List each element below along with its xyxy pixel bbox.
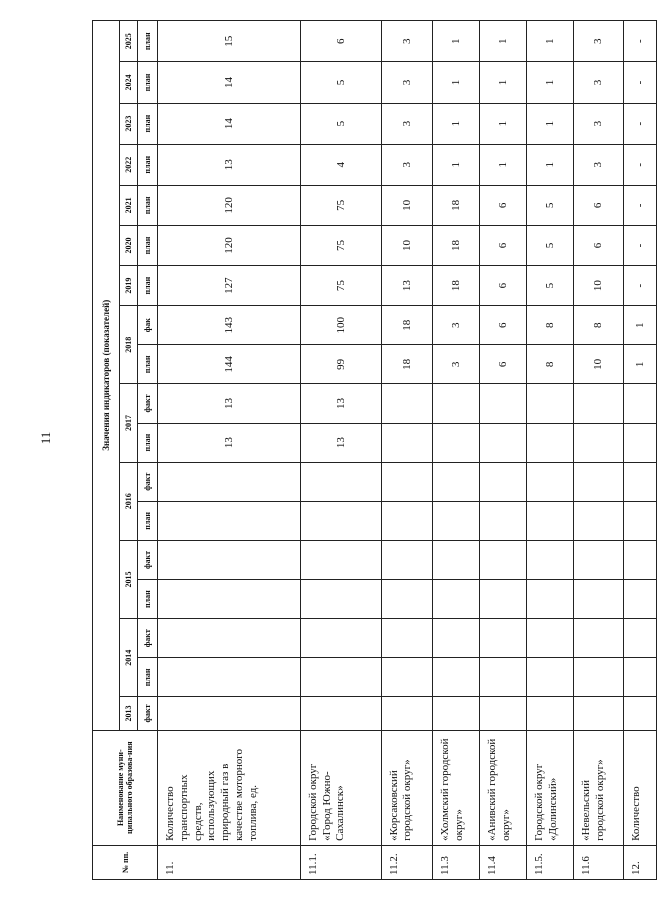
value-cell: 6 — [300, 21, 381, 62]
year-header: 2018 — [120, 306, 138, 384]
value-cell — [433, 384, 480, 423]
value-cell: - — [623, 103, 656, 144]
row-name: «Корсаковский городской округ» — [381, 730, 433, 845]
value-cell: 13 — [158, 423, 301, 462]
value-cell: 75 — [300, 185, 381, 225]
value-cell: 3 — [381, 21, 433, 62]
value-cell — [527, 658, 574, 697]
value-cell — [573, 384, 623, 423]
value-cell — [300, 658, 381, 697]
value-cell: 10 — [381, 185, 433, 225]
value-cell: 6 — [573, 225, 623, 265]
value-cell: 10 — [573, 266, 623, 306]
year-header: 2019 — [120, 266, 138, 306]
value-cell — [158, 462, 301, 501]
value-cell: 1 — [623, 306, 656, 345]
table-body — [158, 21, 657, 880]
value-cell: 13 — [158, 144, 301, 185]
value-cell — [623, 540, 656, 579]
value-cell — [381, 462, 433, 501]
value-cell: - — [623, 225, 656, 265]
sub-header: план — [138, 225, 158, 265]
value-cell — [623, 501, 656, 540]
sub-header: план — [138, 658, 158, 697]
value-cell — [623, 658, 656, 697]
value-cell: 120 — [158, 225, 301, 265]
value-cell — [573, 423, 623, 462]
table-row — [527, 21, 574, 880]
value-cell: 1 — [480, 21, 527, 62]
value-cell — [527, 501, 574, 540]
sub-header: план — [138, 21, 158, 62]
value-cell — [381, 501, 433, 540]
value-cell: 3 — [381, 103, 433, 144]
value-cell: 18 — [433, 266, 480, 306]
value-cell — [381, 658, 433, 697]
value-cell: 8 — [527, 306, 574, 345]
sub-header: фак — [138, 306, 158, 345]
value-cell — [381, 384, 433, 423]
value-cell — [623, 384, 656, 423]
sub-header: факт — [138, 462, 158, 501]
value-cell — [573, 580, 623, 619]
value-cell — [480, 540, 527, 579]
sub-header: факт — [138, 540, 158, 579]
value-cell: 100 — [300, 306, 381, 345]
value-cell: 3 — [573, 21, 623, 62]
value-cell — [623, 697, 656, 730]
value-cell — [433, 580, 480, 619]
value-cell: 18 — [381, 306, 433, 345]
column-header-number: № пп. — [93, 845, 158, 879]
value-cell: 1 — [527, 62, 574, 103]
value-cell: 1 — [527, 21, 574, 62]
value-cell — [480, 423, 527, 462]
value-cell — [623, 423, 656, 462]
value-cell — [573, 501, 623, 540]
value-cell — [480, 580, 527, 619]
value-cell — [300, 462, 381, 501]
value-cell — [300, 619, 381, 658]
year-header: 2024 — [120, 62, 138, 103]
value-cell — [623, 619, 656, 658]
value-cell: 18 — [433, 225, 480, 265]
year-header: 2025 — [120, 21, 138, 62]
year-header: 2014 — [120, 619, 138, 697]
value-cell: 1 — [480, 103, 527, 144]
row-name: «Анивский городской округ» — [480, 730, 527, 845]
value-cell — [480, 462, 527, 501]
value-cell — [480, 697, 527, 730]
row-name: Городской округ «Город Южно-Сахалинск» — [300, 730, 381, 845]
value-cell — [381, 580, 433, 619]
year-header: 2013 — [120, 697, 138, 730]
table-row — [381, 21, 433, 880]
value-cell — [527, 462, 574, 501]
sub-header: план — [138, 501, 158, 540]
value-cell: 120 — [158, 185, 301, 225]
value-cell: 6 — [480, 306, 527, 345]
value-cell: 144 — [158, 345, 301, 384]
value-cell: 3 — [573, 144, 623, 185]
value-cell — [527, 619, 574, 658]
value-cell — [527, 384, 574, 423]
row-number: 11.6 — [573, 845, 623, 879]
row-name: Количество транспортных средств, использующих природный газ в качестве моторного топлива, ед. — [158, 730, 301, 845]
value-cell — [480, 501, 527, 540]
value-cell: 13 — [381, 266, 433, 306]
sub-header: план — [138, 266, 158, 306]
value-cell: - — [623, 21, 656, 62]
value-cell: 15 — [158, 21, 301, 62]
year-header: 2015 — [120, 540, 138, 618]
row-number: 11.5. — [527, 845, 574, 879]
year-header: 2017 — [120, 384, 138, 462]
value-cell: 4 — [300, 144, 381, 185]
value-cell — [623, 580, 656, 619]
value-cell: 13 — [300, 423, 381, 462]
value-cell: 3 — [433, 306, 480, 345]
value-cell: 6 — [480, 185, 527, 225]
column-header-name: Наименование муни-ципального образова-ния — [93, 730, 158, 845]
row-name: «Холмский городской округ» — [433, 730, 480, 845]
row-name: Городской округ «Долинский» — [527, 730, 574, 845]
value-cell: 127 — [158, 266, 301, 306]
value-cell — [381, 697, 433, 730]
row-name: Количество — [623, 730, 656, 845]
value-cell: 6 — [480, 266, 527, 306]
row-number: 11. — [158, 845, 301, 879]
table-row — [158, 21, 301, 880]
value-cell: 10 — [381, 225, 433, 265]
value-cell — [433, 501, 480, 540]
value-cell — [573, 697, 623, 730]
value-cell: 14 — [158, 62, 301, 103]
sub-header: план — [138, 103, 158, 144]
table-row — [573, 21, 623, 880]
table-row — [480, 21, 527, 880]
value-cell — [381, 540, 433, 579]
value-cell — [158, 580, 301, 619]
value-cell: 5 — [300, 103, 381, 144]
sub-header: план — [138, 423, 158, 462]
value-cell: 6 — [480, 345, 527, 384]
value-cell — [573, 658, 623, 697]
value-cell — [480, 619, 527, 658]
value-cell: 10 — [573, 345, 623, 384]
value-cell — [158, 619, 301, 658]
row-number: 11.4 — [480, 845, 527, 879]
value-cell: 99 — [300, 345, 381, 384]
table-row — [300, 21, 381, 880]
value-cell — [158, 501, 301, 540]
value-cell: - — [623, 144, 656, 185]
value-cell: - — [623, 266, 656, 306]
value-cell — [300, 697, 381, 730]
value-cell — [527, 580, 574, 619]
value-cell: 1 — [433, 62, 480, 103]
value-cell: 5 — [527, 266, 574, 306]
value-cell: 3 — [381, 144, 433, 185]
year-header: 2016 — [120, 462, 138, 540]
value-cell: 3 — [381, 62, 433, 103]
value-cell: 13 — [300, 384, 381, 423]
row-number: 12. — [623, 845, 656, 879]
value-cell — [573, 462, 623, 501]
value-cell: 8 — [527, 345, 574, 384]
values-group-header: Значения индикаторов (показателей) — [93, 21, 120, 731]
year-header: 2023 — [120, 103, 138, 144]
value-cell: 1 — [623, 345, 656, 384]
value-cell — [300, 501, 381, 540]
value-cell — [158, 658, 301, 697]
row-number: 11.1. — [300, 845, 381, 879]
indicators-table — [92, 20, 657, 880]
sub-header: факт — [138, 619, 158, 658]
value-cell — [527, 697, 574, 730]
table-row — [623, 21, 656, 880]
value-cell — [433, 423, 480, 462]
year-header: 2020 — [120, 225, 138, 265]
value-cell — [573, 619, 623, 658]
value-cell — [480, 384, 527, 423]
value-cell: 18 — [433, 185, 480, 225]
value-cell — [300, 580, 381, 619]
value-cell — [527, 423, 574, 462]
value-cell — [381, 619, 433, 658]
value-cell: 1 — [480, 144, 527, 185]
value-cell — [573, 540, 623, 579]
value-cell — [527, 540, 574, 579]
sub-header: план — [138, 185, 158, 225]
sub-header: план — [138, 144, 158, 185]
sub-header: факт — [138, 384, 158, 423]
value-cell: 1 — [433, 103, 480, 144]
value-cell — [623, 462, 656, 501]
year-header: 2021 — [120, 185, 138, 225]
value-cell — [158, 697, 301, 730]
value-cell: 1 — [527, 103, 574, 144]
row-name: «Невельский городской округ» — [573, 730, 623, 845]
sub-header: факт — [138, 697, 158, 730]
value-cell: 13 — [158, 384, 301, 423]
value-cell: 6 — [573, 185, 623, 225]
value-cell — [433, 619, 480, 658]
value-cell: 3 — [433, 345, 480, 384]
value-cell — [300, 540, 381, 579]
value-cell: 18 — [381, 345, 433, 384]
value-cell — [433, 462, 480, 501]
value-cell: - — [623, 62, 656, 103]
value-cell: 14 — [158, 103, 301, 144]
value-cell: 1 — [527, 144, 574, 185]
row-number: 11.2. — [381, 845, 433, 879]
value-cell — [433, 540, 480, 579]
value-cell — [480, 658, 527, 697]
value-cell: 3 — [573, 103, 623, 144]
value-cell: - — [623, 185, 656, 225]
value-cell: 5 — [527, 225, 574, 265]
value-cell: 75 — [300, 266, 381, 306]
sub-header: план — [138, 345, 158, 384]
page-number: 11 — [38, 431, 53, 445]
value-cell: 8 — [573, 306, 623, 345]
value-cell: 5 — [300, 62, 381, 103]
value-cell: 6 — [480, 225, 527, 265]
value-cell: 5 — [527, 185, 574, 225]
value-cell — [381, 423, 433, 462]
value-cell: 1 — [480, 62, 527, 103]
value-cell: 143 — [158, 306, 301, 345]
value-cell — [158, 540, 301, 579]
sub-header: план — [138, 580, 158, 619]
value-cell: 3 — [573, 62, 623, 103]
value-cell — [433, 658, 480, 697]
value-cell: 1 — [433, 144, 480, 185]
table-row — [433, 21, 480, 880]
value-cell: 1 — [433, 21, 480, 62]
rotated-table-wrapper — [92, 20, 657, 880]
value-cell — [433, 697, 480, 730]
sub-header: план — [138, 62, 158, 103]
year-header: 2022 — [120, 144, 138, 185]
row-number: 11.3 — [433, 845, 480, 879]
value-cell: 75 — [300, 225, 381, 265]
